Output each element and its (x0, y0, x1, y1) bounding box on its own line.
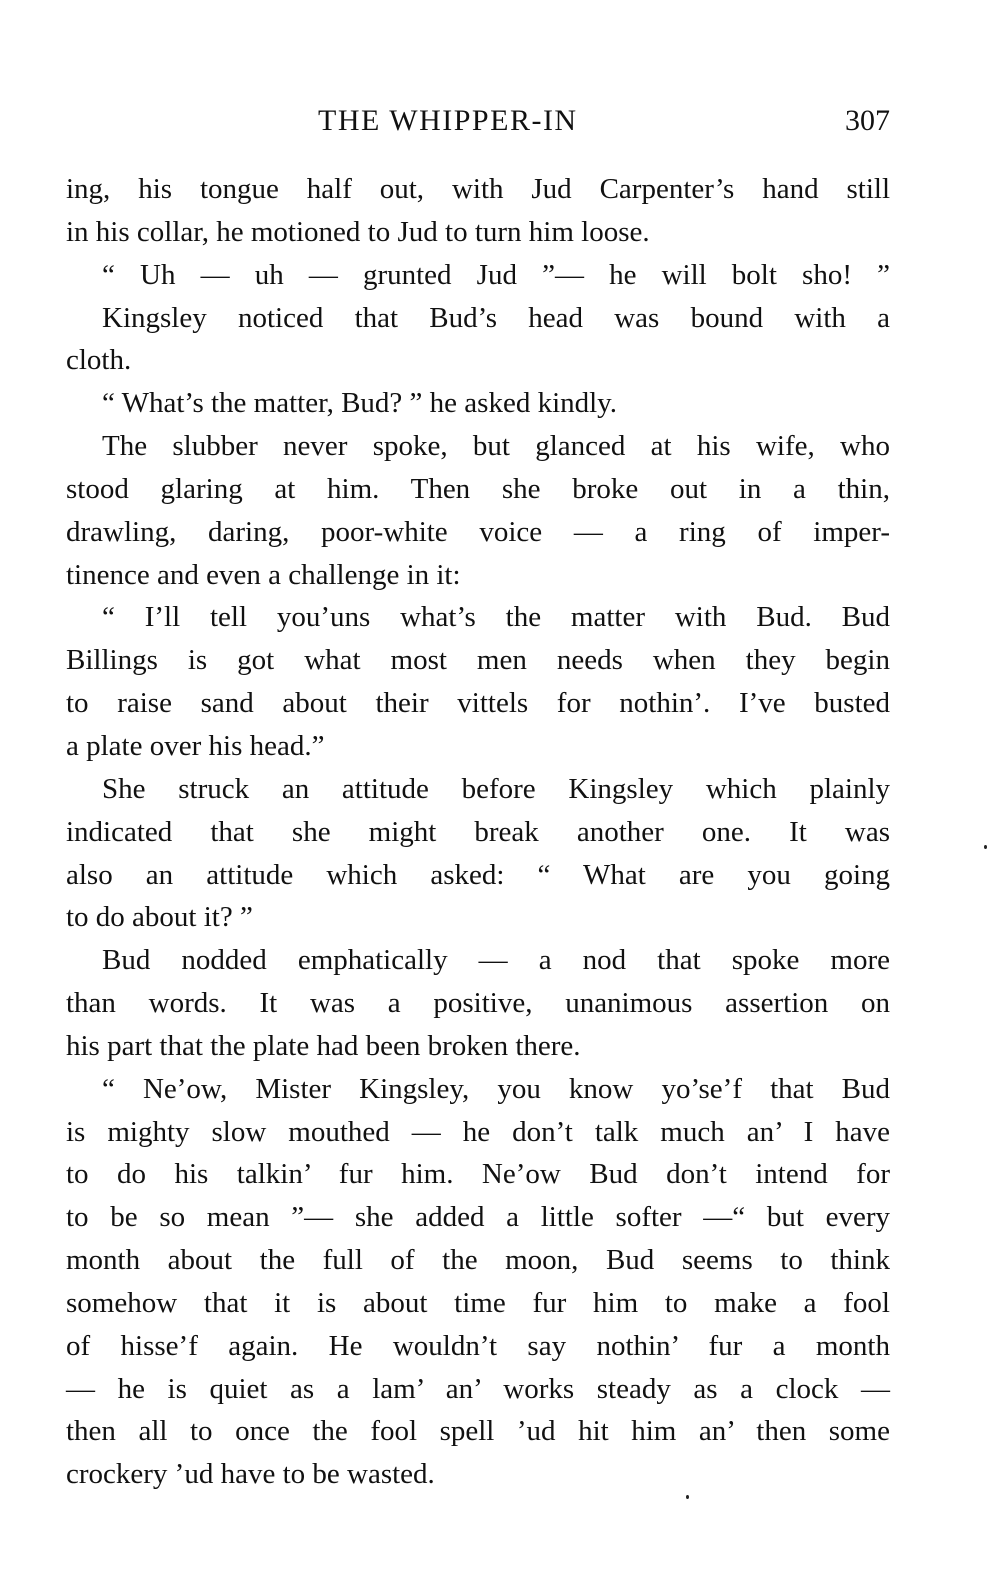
text-line: crockery ’ud have to be wasted. (66, 1458, 435, 1491)
ink-speck (686, 1495, 689, 1499)
text-line: Kingsley noticed that Bud’s head was bound with a (102, 301, 890, 334)
text-line: of hisse’f again. He wouldn’t say nothin’ fur a month (66, 1329, 890, 1362)
text-line: “ Uh — uh — grunted Jud ”— he will bolt sho! ” (102, 258, 890, 291)
text-line: is mighty slow mouthed — he don’t talk much an’ I have (66, 1115, 890, 1148)
ink-speck (984, 845, 987, 849)
text-line: drawling, daring, poor-white voice — a ring of imper- (66, 515, 890, 548)
page-header (66, 104, 890, 148)
text-line: — he is quiet as a lam’ an’ works steady as a clock — (66, 1372, 890, 1405)
text-line: The slubber never spoke, but glanced at his wife, who (102, 430, 890, 463)
text-line: “ Ne’ow, Mister Kingsley, you know yo’se’f that Bud (102, 1072, 890, 1105)
text-line: month about the full of the moon, Bud seems to think (66, 1244, 890, 1277)
text-line: to raise sand about their vittels for nothin’. I’ve busted (66, 687, 890, 720)
text-line: then all to once the fool spell ’ud hit him an’ then some (66, 1415, 890, 1448)
text-line: to be so mean ”— she added a little softer —“ but every (66, 1201, 890, 1234)
text-line: cloth. (66, 344, 132, 377)
page-number: 307 (845, 104, 890, 137)
text-line: She struck an attitude before Kingsley which plainly (102, 772, 890, 805)
running-title: THE WHIPPER-IN (318, 104, 578, 137)
text-line: ing, his tongue half out, with Jud Carpenter’s hand still (66, 173, 890, 205)
text-line: a plate over his head.” (66, 729, 325, 762)
text-line: Bud nodded emphatically — a nod that spoke more (102, 944, 890, 977)
text-line: in his collar, he motioned to Jud to turn him loose. (66, 215, 650, 248)
text-line: to do his talkin’ fur him. Ne’ow Bud don’t intend for (66, 1158, 890, 1191)
text-line: somehow that it is about time fur him to make a fool (66, 1286, 890, 1319)
text-line: Billings is got what most men needs when they begin (66, 644, 890, 677)
text-line: his part that the plate had been broken there. (66, 1029, 581, 1062)
body-text (66, 168, 890, 1496)
text-line: stood glaring at him. Then she broke out in a thin, (66, 472, 890, 505)
text-line: “ What’s the matter, Bud? ” he asked kindly. (102, 387, 618, 420)
text-line: “ I’ll tell you’uns what’s the matter with Bud. Bud (102, 601, 890, 634)
text-line: tinence and even a challenge in it: (66, 558, 461, 591)
text-line: than words. It was a positive, unanimous assertion on (66, 987, 890, 1020)
text-line: indicated that she might break another one. It was (66, 815, 890, 848)
text-line: to do about it? ” (66, 901, 253, 934)
text-line: also an attitude which asked: “ What are you going (66, 858, 890, 891)
